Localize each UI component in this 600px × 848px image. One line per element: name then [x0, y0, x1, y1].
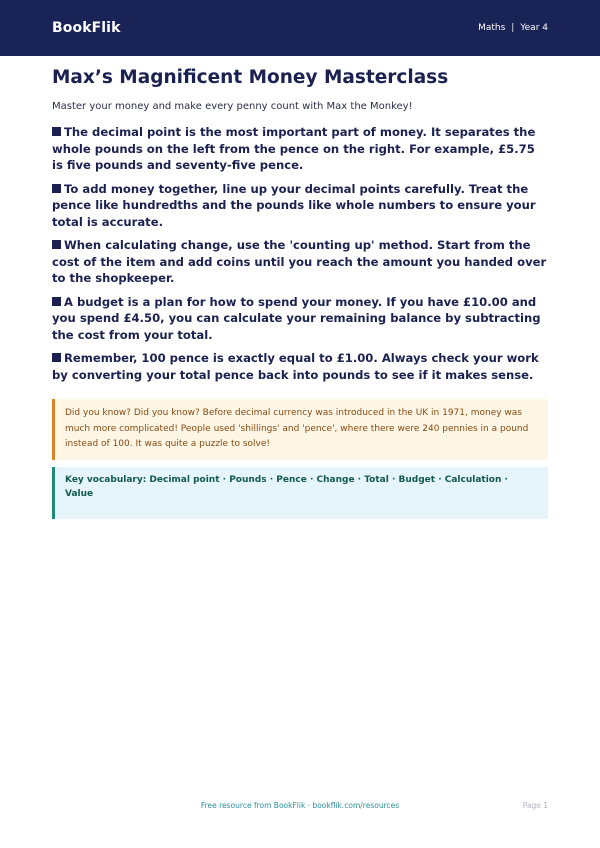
- key-point-3: When calculating change, use the 'counting up' method. Start from the cost of the item and add coins until you reach the amount you handed over to the shopkeeper.: [52, 238, 547, 285]
- meta-separator: |: [511, 23, 515, 33]
- key-vocabulary-box: Key vocabulary: Decimal point · Pounds · Pence · Change · Total · Budget · Calculation · Value: [52, 467, 548, 519]
- year-label: Year 4: [520, 23, 548, 33]
- subject-meta: [478, 23, 548, 33]
- page-title: Max’s Magnificent Money Masterclass: [52, 67, 449, 88]
- footer-credit-link[interactable]: Free resource from BookFlik · bookflik.com/resources: [200, 801, 400, 810]
- key-point-2: To add money together, line up your decimal points carefully. Treat the pence like hundredths and the pounds like whole numbers to ensure your total is accurate.: [52, 181, 536, 229]
- subject-label: Maths: [478, 23, 506, 33]
- key-point-5: Remember, 100 pence is exactly equal to £1.00. Always check your work by converting your total pence back into pounds to see if it makes sense.: [52, 351, 539, 382]
- page-number: Page 1: [522, 801, 548, 810]
- square-bullet-icon: [52, 127, 61, 136]
- key-point-1: The decimal point is the most important part of money. It separates the whole pounds on the left from the pence on the right. For example, £5.75 is five pounds and seventy-five pence.: [52, 125, 536, 172]
- intro-text: Master your money and make every penny count with Max the Monkey!: [52, 101, 413, 112]
- worksheet-content: [52, 64, 548, 519]
- square-bullet-icon: [52, 184, 61, 193]
- square-bullet-icon: [52, 353, 61, 362]
- square-bullet-icon: [52, 240, 61, 249]
- page-footer: [52, 801, 548, 815]
- key-points-list: [52, 124, 548, 383]
- square-bullet-icon: [52, 297, 61, 306]
- site-header: [0, 0, 600, 56]
- did-you-know-box: Did you know? Did you know? Before decimal currency was introduced in the UK in 1971, money was much more complicated! People used 'shillings' and 'pence', where there were 240 pennies in a pound instead of 100. It was quite a puzzle to solve!: [52, 399, 548, 460]
- key-point-4: A budget is a plan for how to spend your money. If you have £10.00 and you spend £4.50, you can calculate your remaining balance by subtracting the cost from your total.: [52, 294, 541, 342]
- brand-logo[interactable]: BookFlik: [52, 20, 121, 36]
